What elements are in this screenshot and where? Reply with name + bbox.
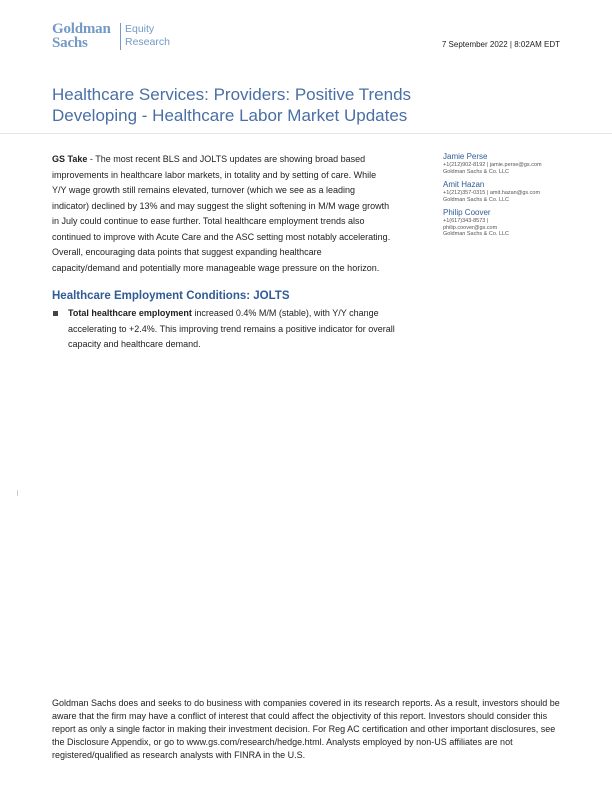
gs-take-text: - The most recent BLS and JOLTS updates are showing broad based improvements in healthcare labor markets, in totality and by setting of care. While Y/Y wage growth still remains elevated, turnover (which we see as a leading indicator) declined by 13% and may suggest the slight softening in M/M wage growth in July could continue to ease further. Total healthcare employment trends also continued to improve with Acute Care and the ASC setting most notably accelerating. Overall, encouraging data points that suggest expanding healthcare capacity/demand and potentially more manageable wage pressure on the horizon.: [52, 154, 391, 273]
author-entry: [443, 152, 573, 175]
bullet-text: [68, 306, 412, 353]
logo-line-2: Sachs: [52, 35, 88, 51]
margin-mark: [17, 490, 18, 496]
division-line-1: Equity: [125, 23, 155, 35]
logo-line-1: Goldman: [52, 21, 111, 37]
author-entry: [443, 208, 573, 238]
author-list: [443, 152, 573, 243]
logo-wordmark: [52, 22, 116, 50]
bullet-item: [52, 306, 412, 353]
author-contact[interactable]: +1(212)902-8192 | jamie.perse@gs.com: [443, 162, 542, 168]
section-heading: Healthcare Employment Conditions: JOLTS: [52, 290, 290, 302]
author-firm: Goldman Sachs & Co. LLC: [443, 168, 510, 175]
author-entry: [443, 180, 573, 203]
author-name[interactable]: Amit Hazan: [443, 180, 485, 189]
author-contact[interactable]: +1(212)357-0315 | amit.hazan@gs.com: [443, 190, 541, 196]
author-email[interactable]: philip.coover@gs.com: [443, 224, 498, 231]
author-name[interactable]: Jamie Perse: [443, 152, 488, 161]
disclaimer: Goldman Sachs does and seeks to do business with companies covered in its research reports. As a result, investors should be aware that the firm may have a conflict of interest that could affect the objectivity of this report. Investors should consider this report as only a single factor in making their investment decision. For Reg AC certification and other important disclosures, see the Disclosure Appendix, or go to www.gs.com/research/hedge.html. Analysts employed by non-US affiliates are not registered/qualified as research analysts with FINRA in the U.S.: [52, 698, 560, 760]
division-line-2: Research: [125, 36, 170, 48]
gs-take-paragraph: [52, 152, 392, 276]
bullet-bold: Total healthcare employment: [68, 308, 192, 318]
gs-take-label: GS Take: [52, 154, 88, 164]
author-firm: Goldman Sachs & Co. LLC: [443, 196, 510, 203]
author-name[interactable]: Philip Coover: [443, 208, 491, 217]
bullet-square-icon: [53, 311, 58, 316]
report-title: Healthcare Services: Providers: Positive Trends Developing - Healthcare Labor Market Updates: [52, 85, 412, 125]
bullet-body: increased 0.4% M/M (stable), with Y/Y change accelerating to +2.4%. This improving trend remains a positive indicator for overall capacity and healthcare demand.: [68, 308, 395, 349]
publication-date: 7 September 2022 | 8:02AM EDT: [441, 40, 560, 49]
author-firm: Goldman Sachs & Co. LLC: [443, 231, 510, 237]
header-divider: [0, 133, 612, 134]
author-contact[interactable]: +1(617)343-8573 |: [443, 218, 489, 224]
division-label: [125, 23, 185, 49]
logo-divider: [120, 23, 121, 50]
